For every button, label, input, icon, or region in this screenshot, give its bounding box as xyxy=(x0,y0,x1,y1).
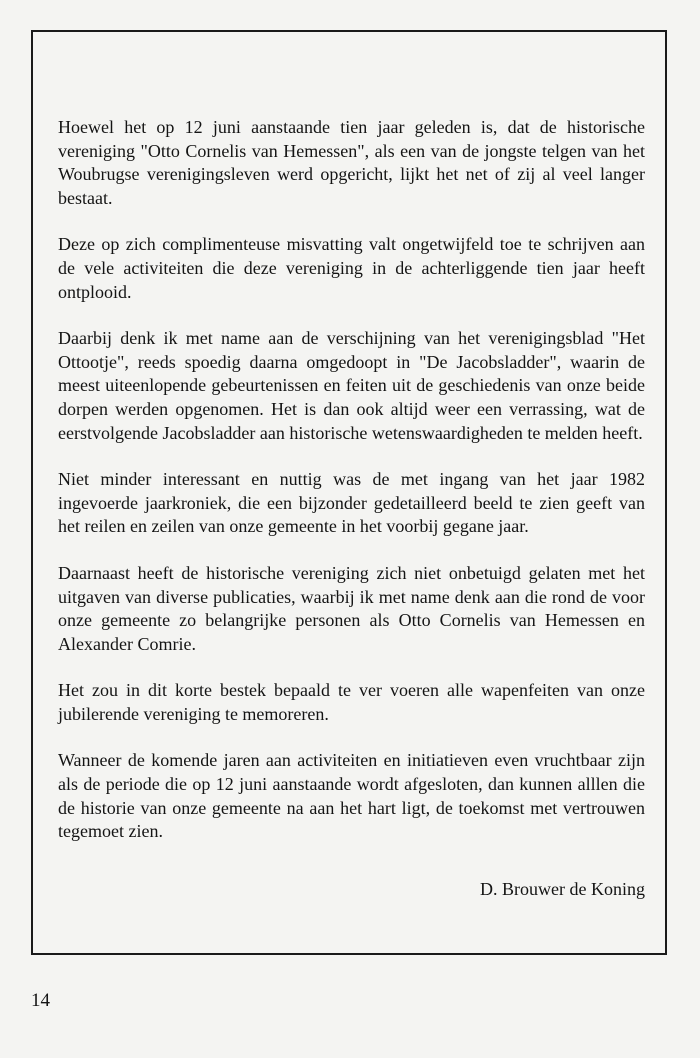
paragraph-4: Niet minder interessant en nuttig was de met ingang van het jaar 1982 ingevoerde jaarkroniek, die een bijzonder gedetailleerd beeld te zien geeft van het reilen en zeilen van onze gemeente in het voorbij gegane jaar. xyxy=(58,469,645,537)
paragraph-5: Daarnaast heeft de historische vereniging zich niet onbetuigd gelaten met het uitgaven van diverse publicaties, waarbij ik met name denk aan die rond de voor onze gemeente zo belangrijke personen als Otto Cornelis van Hemessen en Alexander Comrie. xyxy=(58,562,645,654)
letter-body xyxy=(58,116,645,867)
signature: D. Brouwer de Koning xyxy=(480,879,645,899)
paragraph-6: Het zou in dit korte bestek bepaald te ver voeren alle wapenfeiten van onze jubilerende vereniging te memoreren. xyxy=(58,680,645,724)
page-number: 14 xyxy=(31,990,50,1011)
paragraph-7: Wanneer de komende jaren aan activiteiten en initiatieven even vruchtbaar zijn als de periode die op 12 juni aanstaande wordt afgesloten, dan kunnen alllen die de historie van onze gemeente na aan het hart ligt, de toekomst met vertrouwen tegemoet zien. xyxy=(58,750,645,842)
paragraph-1: Hoewel het op 12 juni aanstaande tien jaar geleden is, dat de historische vereniging "Otto Cornelis van Hemessen", als een van de jongste telgen van het Woubrugse verenigingsleven werd opgericht, lijkt het net of zij al veel langer bestaat. xyxy=(58,117,645,208)
paragraph-2: Deze op zich complimenteuse misvatting valt ongetwijfeld toe te schrijven aan de vele activiteiten die deze vereniging in de achterliggende tien jaar heeft ontplooid. xyxy=(58,234,645,302)
page-frame xyxy=(31,30,667,955)
paragraph-3: Daarbij denk ik met name aan de verschijning van het verenigingsblad "Het Ottootje", reeds spoedig daarna omgedoopt in "De Jacobsladder", waarin de meest uiteenlopende gebeurtenissen en feiten uit de geschiedenis van onze beide dorpen werden opgenomen. Het is dan ook altijd weer een verrassing, wat de eerstvolgende Jacobsladder aan historische wetenswaardigheden te melden heeft. xyxy=(58,328,645,443)
